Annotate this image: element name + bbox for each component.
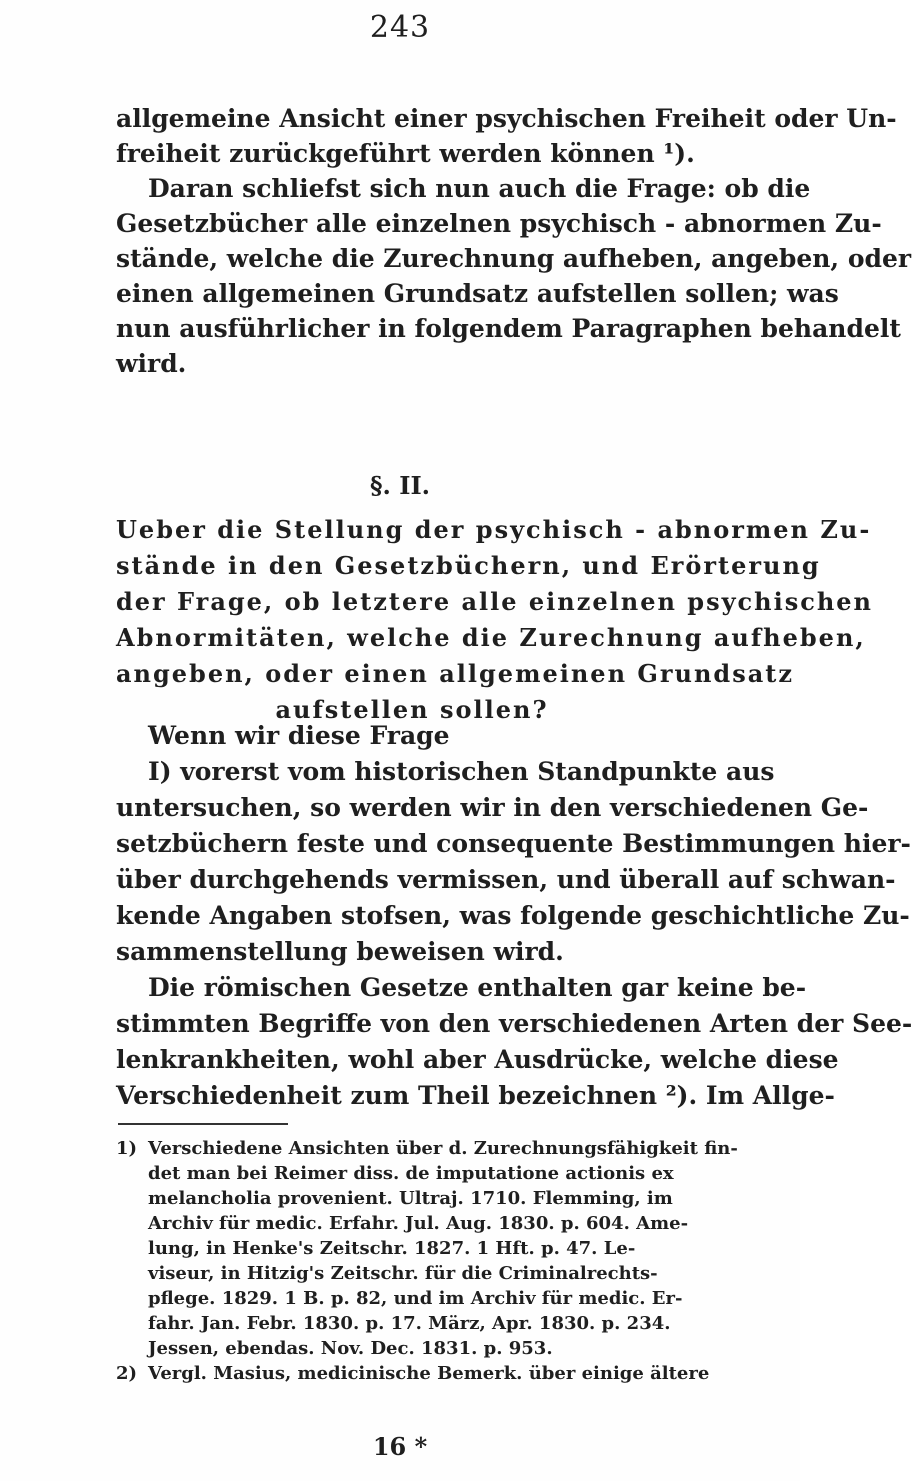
heading-line-5: angeben, oder einen allgemeinen Grundsatz [116, 659, 794, 688]
footnote-1-line-8: fahr. Jan. Febr. 1830. p. 17. März, Apr. 1830. p. 234. [148, 1313, 671, 1334]
body-text [116, 718, 912, 1114]
body-line-1: Wenn wir diese Frage [148, 721, 450, 750]
body-line-8: Die römischen Gesetze enthalten gar keine be- [148, 973, 807, 1002]
printer-signature: 16 * [372, 1432, 428, 1461]
footnote-1-line-4: Archiv für medic. Erfahr. Jul. Aug. 1830. p. 604. Ame- [148, 1213, 689, 1234]
body-line-2: I) vorerst vom historischen Standpunkte aus [148, 757, 775, 786]
footnote-divider [118, 1123, 288, 1125]
section-mark: §. II. [369, 471, 431, 500]
heading-line-2: stände in den Gesetzbüchern, und Erörterung [116, 551, 821, 580]
footnote-1-line-9: Jessen, ebendas. Nov. Dec. 1831. p. 953. [148, 1338, 553, 1359]
footnote-1 [116, 1136, 738, 1361]
intro-line-1: allgemeine Ansicht einer psychischen Freiheit oder Un- [116, 104, 897, 133]
footnote-1-line-3: melancholia provenient. Ultraj. 1710. Flemming, im [148, 1188, 673, 1209]
heading-line-4: Abnormitäten, welche die Zurechnung aufheben, [116, 623, 866, 652]
footnote-1-line-7: pflege. 1829. 1 B. p. 82, und im Archiv für medic. Er- [148, 1288, 683, 1309]
intro-line-8: wird. [116, 349, 187, 378]
heading-line-1: Ueber die Stellung der psychisch - abnormen Zu- [116, 515, 872, 544]
footnote-2-text-1: Vergl. Masius, medicinische Bemerk. über einige ältere [148, 1363, 710, 1384]
body-line-11: Verschiedenheit zum Theil bezeichnen ²). Im Allge- [116, 1081, 835, 1110]
footnote-2 [116, 1361, 708, 1386]
footnote-1-line-2: det man bei Reimer diss. de imputatione actionis ex [148, 1163, 674, 1184]
footnote-1-line-6: viseur, in Hitzig's Zeitschr. für die Criminalrechts- [148, 1263, 658, 1284]
heading-line-3: der Frage, ob letztere alle einzelnen psychischen [116, 587, 873, 616]
body-line-7: sammenstellung beweisen wird. [116, 937, 564, 966]
body-line-5: über durchgehends vermissen, und überall auf schwan- [116, 865, 896, 894]
footnote-1-text-1: Verschiedene Ansichten über d. Zurechnungsfähigkeit fin- [148, 1138, 738, 1159]
intro-line-6: einen allgemeinen Grundsatz aufstellen sollen; was [116, 279, 839, 308]
body-line-3: untersuchen, so werden wir in den verschiedenen Ge- [116, 793, 869, 822]
page-number: 243 [369, 10, 431, 45]
footnotes [116, 1136, 738, 1386]
footnote-2-number: 2) [116, 1363, 138, 1384]
intro-line-7: nun ausführlicher in folgendem Paragraphen behandelt [116, 314, 901, 343]
body-line-4: setzbüchern feste und consequente Bestimmungen hier- [116, 829, 911, 858]
heading-line-6: aufstellen sollen? [275, 695, 549, 724]
section-heading [116, 512, 873, 728]
intro-paragraph [116, 101, 912, 381]
intro-line-5: stände, welche die Zurechnung aufheben, angeben, oder [116, 244, 912, 273]
body-line-9: stimmten Begriffe von den verschiedenen Arten der See- [116, 1009, 912, 1038]
footnote-2-line-1 [116, 1361, 708, 1386]
intro-line-4: Gesetzbücher alle einzelnen psychisch - abnormen Zu- [116, 209, 882, 238]
footnote-1-number: 1) [116, 1138, 138, 1159]
footnote-1-line-5: lung, in Henke's Zeitschr. 1827. 1 Hft. p. 47. Le- [148, 1238, 636, 1259]
body-line-10: lenkrankheiten, wohl aber Ausdrücke, welche diese [116, 1045, 839, 1074]
intro-line-2: freiheit zurückgeführt werden können ¹). [116, 139, 695, 168]
footnote-1-line-1 [116, 1136, 738, 1161]
body-line-6: kende Angaben stofsen, was folgende geschichtliche Zu- [116, 901, 910, 930]
intro-line-3: Daran schliefst sich nun auch die Frage: ob die [148, 174, 811, 203]
